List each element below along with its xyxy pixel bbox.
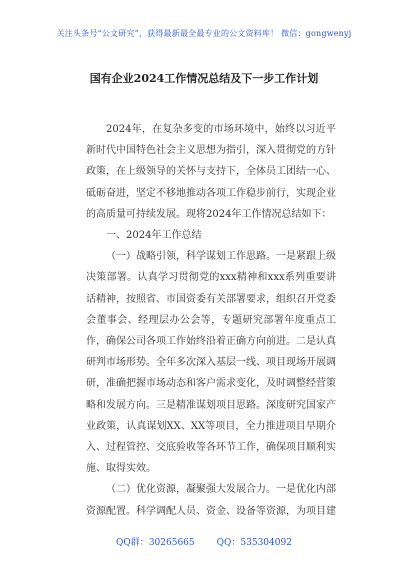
qq-label: QQ： [216, 538, 241, 548]
qq-group-label: QQ群： [116, 538, 149, 548]
body-paragraph-1: （一）战略引领，科学谋划工作思路。一是紧跟上级决策部署。认真学习贯彻党的xxx精神和xxx系列重要讲话精神，按照省、市国资委有关部署要求，组织召开党委会董事会、经理层办公会等，专题研究部署年度重点工作，确保公司各项工作始终沿着正确方向前进。二是认真研判市场形势。全年多次深入基层一线、项目现场开展调研，准确把握市场动态和客户需求变化，及时调整经营策略和发展方向。三是精准谋划项目思路。深度研究国家产业政策，认真谋划XX、XX等项目，全力推进项目早期介入、过程管控、交底验收等各环节工作，确保项目顺利实施、取得实效。 [86, 251, 336, 475]
intro-paragraph: 2024年，在复杂多变的市场环境中，始终以习近平新时代中国特色社会主义思想为指引，深入贯彻党的方针政策，在上级领导的关怀与支持下，全体员工团结一心、砥砺奋进，坚定不移地推动各项工作稳步前行，实现企业的高质量可持续发展。现将2024年工作情况总结如下： [86, 124, 336, 220]
footer-contact [0, 535, 408, 548]
section-heading: 一、2024年工作总结 [106, 230, 202, 242]
document-title: 国有企业2024工作情况总结及下一步工作计划 [89, 72, 319, 85]
qq-number: 535304092 [240, 538, 292, 548]
body-paragraph-2: （二）优化资源，凝聚强大发展合力。一是优化内部资源配置。科学调配人员、资金、设备等资源，为项目建 [86, 484, 336, 517]
header-banner: 关注头条号“公文研究”，获得最新最全最专业的公文资料库！ 微信：gongwenyj [56, 29, 352, 38]
document-body [86, 119, 336, 522]
qq-group-number: 30265665 [148, 538, 195, 548]
